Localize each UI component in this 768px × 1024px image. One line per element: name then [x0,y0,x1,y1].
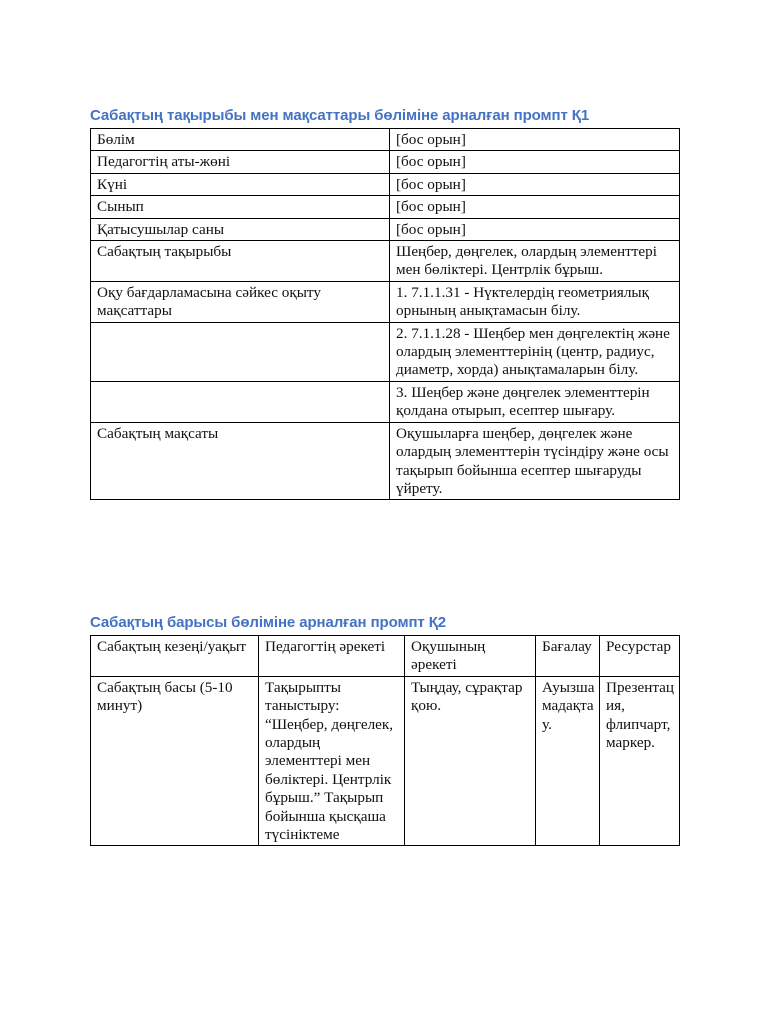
row-value: 3. Шеңбер және дөңгелек элементтерін қолдана отырып, есептер шығару. [390,381,680,422]
row-label: Күні [91,173,390,195]
table-row [91,281,680,322]
row-value: [бос орын] [390,129,680,151]
table-row [91,129,680,151]
section2-heading: Сабақтың барысы бөліміне арналған промпт Қ2 [90,614,447,631]
row-label: Қатысушылар саны [91,218,390,240]
row-label: Педагогтің аты-жөні [91,151,390,173]
row-label: Сабақтың тақырыбы [91,241,390,282]
column-header: Оқушының әрекеті [405,636,536,677]
row-value: [бос орын] [390,196,680,218]
section1-heading: Сабақтың тақырыбы мен мақсаттары бөліміне арналған промпт Қ1 [90,107,590,124]
table-row [91,218,680,240]
table-row [91,676,680,846]
column-header: Ресурстар [600,636,680,677]
row-label: Бөлім [91,129,390,151]
table-row [91,196,680,218]
lesson-info-table [90,128,680,500]
table-cell: Тақырыпты таныстыру: “Шеңбер, дөңгелек, олардың элементтері мен бөліктері. Центрлік бұрыш.” Тақырып бойынша қысқаша түсініктеме [259,676,405,846]
row-value: 1. 7.1.1.31 - Нүктелердің геометриялық орнының анықтамасын білу. [390,281,680,322]
row-label: Сабақтың мақсаты [91,422,390,500]
column-header: Сабақтың кезеңі/уақыт [91,636,259,677]
row-value: [бос орын] [390,218,680,240]
table-row [91,422,680,500]
row-label: Оқу бағдарламасына сәйкес оқыту мақсаттары [91,281,390,322]
table-cell: Презентация, флипчарт, маркер. [600,676,680,846]
row-label [91,322,390,381]
table-row [91,322,680,381]
table-row [91,241,680,282]
row-value: [бос орын] [390,151,680,173]
row-value: 2. 7.1.1.28 - Шеңбер мен дөңгелектің және олардың элементтерінің (центр, радиус, диаметр, хорда) анықтамаларын білу. [390,322,680,381]
row-label: Сынып [91,196,390,218]
table-cell: Ауызша мадақтау. [536,676,600,846]
lesson-flow-table [90,635,680,846]
column-header: Педагогтің әрекеті [259,636,405,677]
column-header: Бағалау [536,636,600,677]
table-header-row [91,636,680,677]
table-row [91,151,680,173]
table-cell: Тыңдау, сұрақтар қою. [405,676,536,846]
table-cell: Сабақтың басы (5-10 минут) [91,676,259,846]
table-row [91,173,680,195]
row-value: [бос орын] [390,173,680,195]
row-value: Шеңбер, дөңгелек, олардың элементтері мен бөліктері. Центрлік бұрыш. [390,241,680,282]
row-value: Оқушыларға шеңбер, дөңгелек және олардың элементтерін түсіндіру және осы тақырып бойынша есептер шығаруды үйрету. [390,422,680,500]
row-label [91,381,390,422]
table-row [91,381,680,422]
